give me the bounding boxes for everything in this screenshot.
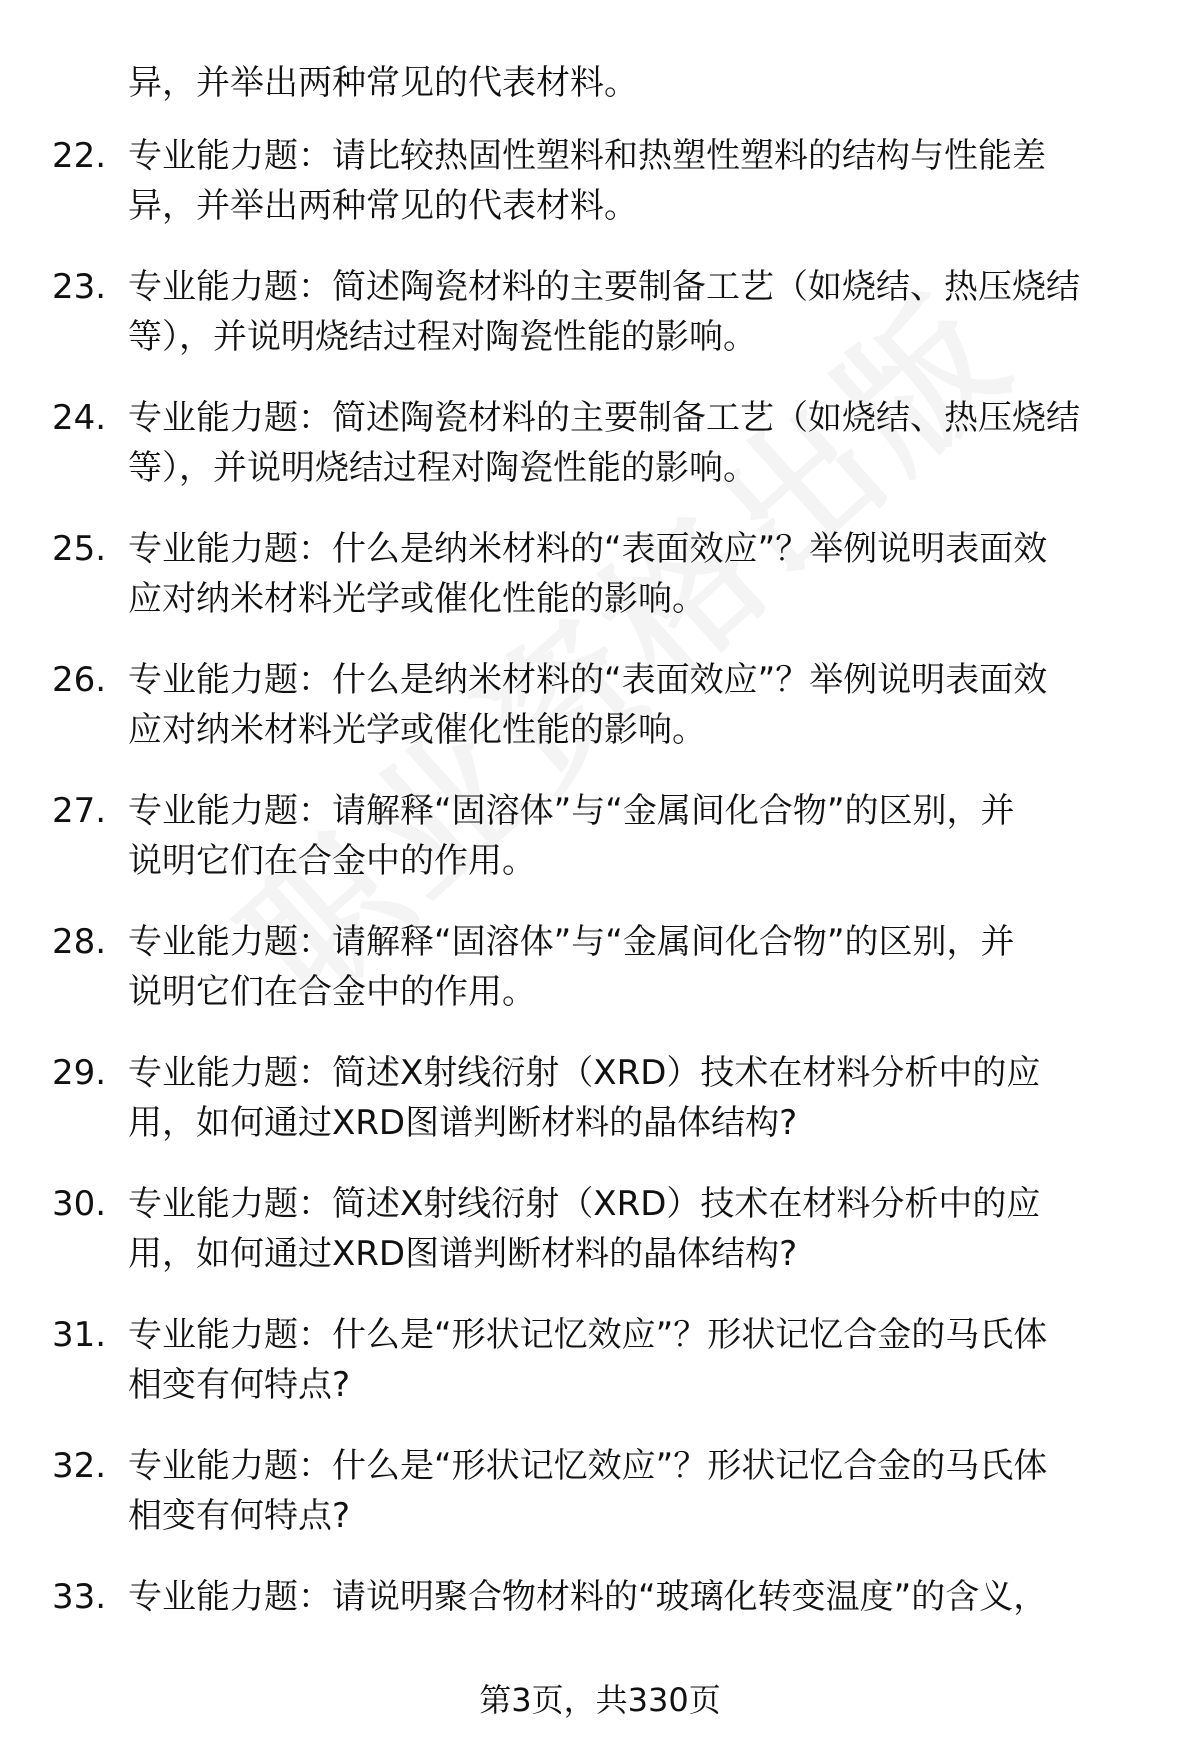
question-text-line: 专业能力题：什么是“形状记忆效应”？形状记忆合金的马氏体 [128, 1315, 1048, 1355]
question-text-line: 应对纳米材料光学或催化性能的影响。 [128, 710, 706, 750]
question-text-line: 等），并说明烧结过程对陶瓷性能的影响。 [128, 448, 757, 488]
question-text-line: 专业能力题：请比较热固性塑料和热塑性塑料的结构与性能差 [128, 136, 1046, 176]
question-text-line: 专业能力题：请解释“固溶体”与“金属间化合物”的区别，并 [128, 922, 1015, 962]
question-item [0, 786, 1200, 917]
question-number: 24. [52, 398, 107, 438]
question-item [0, 1048, 1200, 1179]
question-number: 26. [52, 660, 107, 700]
page-footer: 第3页，共330页 [479, 1681, 721, 1719]
question-number: 28. [52, 922, 107, 962]
question-text-line: 相变有何特点? [128, 1365, 351, 1405]
question-number: 33. [52, 1577, 107, 1617]
question-text-line: 专业能力题：什么是纳米材料的“表面效应”？举例说明表面效 [128, 529, 1048, 569]
question-item [0, 524, 1200, 655]
question-text-line: 用，如何通过XRD图谱判断材料的晶体结构? [128, 1234, 798, 1274]
question-text-line: 专业能力题：什么是纳米材料的“表面效应”？举例说明表面效 [128, 660, 1048, 700]
question-text-line: 等），并说明烧结过程对陶瓷性能的影响。 [128, 317, 757, 357]
question-text-line: 专业能力题：简述X射线衍射（XRD）技术在材料分析中的应 [128, 1053, 1041, 1093]
question-number: 30. [52, 1184, 107, 1224]
question-text-line: 专业能力题：请解释“固溶体”与“金属间化合物”的区别，并 [128, 791, 1015, 831]
question-item [0, 1441, 1200, 1572]
continued-text-line: 异，并举出两种常见的代表材料。 [128, 63, 638, 103]
question-number: 23. [52, 267, 107, 307]
question-text-line: 用，如何通过XRD图谱判断材料的晶体结构? [128, 1103, 798, 1143]
question-number: 31. [52, 1315, 107, 1355]
question-item [0, 917, 1200, 1048]
question-item [0, 131, 1200, 262]
question-text-line: 应对纳米材料光学或催化性能的影响。 [128, 579, 706, 619]
question-text-line: 相变有何特点? [128, 1496, 351, 1536]
question-number: 29. [52, 1053, 107, 1093]
question-number: 25. [52, 529, 107, 569]
question-number: 27. [52, 791, 107, 831]
question-text-line: 专业能力题：简述陶瓷材料的主要制备工艺（如烧结、热压烧结 [128, 267, 1080, 307]
question-text-line: 说明它们在合金中的作用。 [128, 972, 536, 1012]
question-text-line: 专业能力题：请说明聚合物材料的“玻璃化转变温度”的含义， [128, 1577, 1048, 1617]
question-item [0, 393, 1200, 524]
question-text-line: 专业能力题：什么是“形状记忆效应”？形状记忆合金的马氏体 [128, 1446, 1048, 1486]
question-item [0, 262, 1200, 393]
question-number: 22. [52, 136, 107, 176]
question-item [0, 655, 1200, 786]
question-item [0, 1310, 1200, 1441]
question-text-line: 异，并举出两种常见的代表材料。 [128, 186, 638, 226]
question-list [0, 131, 1200, 1703]
question-item [0, 1179, 1200, 1310]
question-number: 32. [52, 1446, 107, 1486]
question-text-line: 专业能力题：简述陶瓷材料的主要制备工艺（如烧结、热压烧结 [128, 398, 1080, 438]
question-text-line: 专业能力题：简述X射线衍射（XRD）技术在材料分析中的应 [128, 1184, 1041, 1224]
question-text-line: 说明它们在合金中的作用。 [128, 841, 536, 881]
